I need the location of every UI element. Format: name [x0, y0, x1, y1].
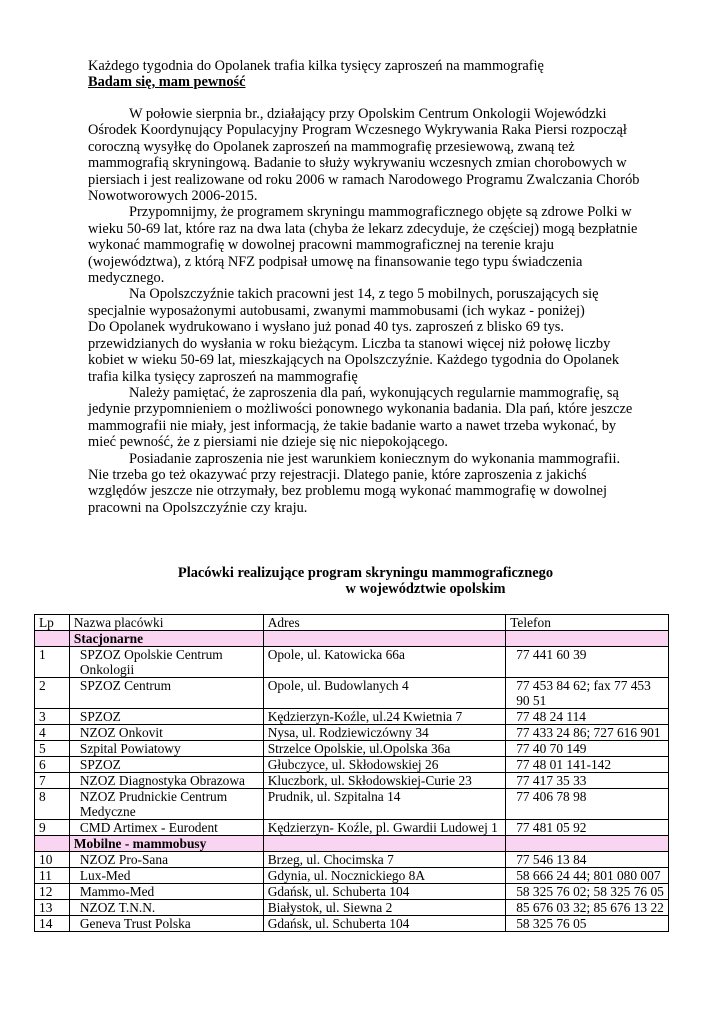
- section-row: [35, 836, 669, 852]
- cell-phone: 77 546 13 84: [506, 852, 669, 868]
- cell-name: NZOZ Pro-Sana: [69, 852, 263, 868]
- cell-phone: 77 453 84 62; fax 77 453 90 51: [506, 678, 669, 709]
- cell-lp: 1: [35, 647, 70, 678]
- table-row: [35, 757, 669, 773]
- article-subhead: Badam się, mam pewność: [88, 74, 246, 90]
- cell-lp: 5: [35, 741, 70, 757]
- cell-lp: 10: [35, 852, 70, 868]
- cell-name: SPZOZ: [69, 709, 263, 725]
- cell-address: Białystok, ul. Siewna 2: [263, 900, 506, 916]
- cell-name: SPZOZ Opolskie Centrum Onkologii: [69, 647, 263, 678]
- paragraph-6: Posiadanie zaproszenia nie jest warunkiem koniecznym do wykonania mammografii. Nie trzeba go też okazywać przy rejestracji. Dlatego panie, które zaproszenia z jakichś względów jeszcze nie otrzymały, bez problemu mogą wykonać mammografię w dowolnej pracowni na Opolszczyźnie czy kraju.: [88, 450, 621, 516]
- cell-name: Lux-Med: [69, 868, 263, 884]
- cell-lp: 9: [35, 820, 70, 836]
- cell-phone: 77 406 78 98: [506, 789, 669, 820]
- table-row: [35, 820, 669, 836]
- cell-address: Strzelce Opolskie, ul.Opolska 36a: [263, 741, 506, 757]
- section-row: [35, 631, 669, 647]
- table-row: [35, 741, 669, 757]
- section-cell-empty: [263, 836, 506, 852]
- cell-name: SPZOZ Centrum: [69, 678, 263, 709]
- paragraph-4: Do Opolanek wydrukowano i wysłano już ponad 40 tys. zaproszeń z blisko 69 tys. przewidzianych do wysłania w roku bieżącym. Liczba ta stanowi więcej niż połowę liczby kobiet w wieku 50-69 lat, mieszkających na Opolszczyźnie. Każdego tygodnia do Opolanek trafia kilka tysięcy zaproszeń na mammografię: [88, 319, 620, 385]
- cell-lp: 13: [35, 900, 70, 916]
- cell-phone: 77 48 24 114: [506, 709, 669, 725]
- cell-lp: 2: [35, 678, 70, 709]
- cell-phone: 77 433 24 86; 727 616 901: [506, 725, 669, 741]
- cell-name: NZOZ Diagnostyka Obrazowa: [69, 773, 263, 789]
- cell-lp: 12: [35, 884, 70, 900]
- table-row: [35, 678, 669, 709]
- facilities-table: [34, 614, 669, 932]
- section-cell-empty: [35, 631, 70, 647]
- paragraph-1: W połowie sierpnia br., działający przy Opolskim Centrum Onkologii Wojewódzki Ośrodek Koordynujący Populacyjny Program Wczesnego Wykrywania Raka Piersi rozpoczął coroczną wysyłkę do Opolanek zaproszeń na mammografię przesiewową, zwaną też mammografią skryningową. Badanie to służy wykrywaniu wczesnych zmian chorobowych w piersiach i jest realizowane od roku 2006 w ramach Narodowego Programu Zwalczania Chorób Nowotworowych 2006-2015.: [88, 106, 640, 205]
- paragraph-5: Należy pamiętać, że zaproszenia dla pań, wykonujących regularnie mammografię, są jedynie przypomnieniem o możliwości ponownego wykonania badania. Dla pań, które jeszcze mammografii nie miały, jest informacją, że takie badanie warto a nawet trzeba wykonać, by mieć pewność, że z piersiami nie dzieje się nic niepokojącego.: [88, 384, 633, 451]
- cell-phone: 77 40 70 149: [506, 741, 669, 757]
- header-address: Adres: [263, 615, 506, 631]
- cell-address: Kędzierzyn-Koźle, ul.24 Kwietnia 7: [263, 709, 506, 725]
- cell-lp: 3: [35, 709, 70, 725]
- cell-address: Gdańsk, ul. Schuberta 104: [263, 884, 506, 900]
- cell-lp: 4: [35, 725, 70, 741]
- table-caption: [88, 565, 643, 597]
- cell-phone: 58 325 76 02; 58 325 76 05: [506, 884, 669, 900]
- cell-phone: 77 48 01 141-142: [506, 757, 669, 773]
- cell-phone: 77 417 35 33: [506, 773, 669, 789]
- cell-name: Geneva Trust Polska: [69, 916, 263, 932]
- cell-name: CMD Artimex - Eurodent: [69, 820, 263, 836]
- paragraph-3: Na Opolszczyźnie takich pracowni jest 14, z tego 5 mobilnych, poruszających się specjalnie wyposażonymi autobusami, zwanymi mammobusami (ich wykaz - poniżej): [88, 286, 599, 319]
- cell-name: NZOZ T.N.N.: [69, 900, 263, 916]
- cell-lp: 11: [35, 868, 70, 884]
- table-row: [35, 709, 669, 725]
- cell-address: Kluczbork, ul. Skłodowskiej-Curie 23: [263, 773, 506, 789]
- table-row: [35, 916, 669, 932]
- table-row: [35, 852, 669, 868]
- cell-address: Brzeg, ul. Chocimska 7: [263, 852, 506, 868]
- article: [88, 58, 643, 516]
- cell-name: Mammo-Med: [69, 884, 263, 900]
- cell-lp: 7: [35, 773, 70, 789]
- article-headline: Każdego tygodnia do Opolanek trafia kilka tysięcy zaproszeń na mammografię: [88, 58, 544, 74]
- table-title-line-2: w województwie opolskim: [345, 581, 506, 597]
- table-row: [35, 773, 669, 789]
- cell-lp: 14: [35, 916, 70, 932]
- table-title-line-1: Placówki realizujące program skryningu mammograficznego: [177, 565, 554, 581]
- section-cell-empty: [506, 836, 669, 852]
- cell-address: Gdynia, ul. Nocznickiego 8A: [263, 868, 506, 884]
- cell-phone: 85 676 03 32; 85 676 13 22: [506, 900, 669, 916]
- cell-address: Głubczyce, ul. Skłodowskiej 26: [263, 757, 506, 773]
- cell-phone: 77 441 60 39: [506, 647, 669, 678]
- cell-address: Gdańsk, ul. Schuberta 104: [263, 916, 506, 932]
- paragraph-2: Przypomnijmy, że programem skryningu mammograficznego objęte są zdrowe Polki w wieku 50-69 lat, które raz na dwa lata (chyba że lekarz zdecyduje, że częściej) mogą bezpłatnie wykonać mammografię w dowolnej pracowni mammograficznej na terenie kraju (województwa), z którą NFZ podpisał umowę na finansowanie tego typu świadczenia medycznego.: [88, 204, 638, 287]
- cell-phone: 58 666 24 44; 801 080 007: [506, 868, 669, 884]
- cell-name: NZOZ Onkovit: [69, 725, 263, 741]
- header-lp: Lp: [35, 615, 70, 631]
- section-label: Mobilne - mammobusy: [69, 836, 263, 852]
- section-cell-empty: [35, 836, 70, 852]
- table-row: [35, 884, 669, 900]
- cell-name: NZOZ Prudnickie Centrum Medyczne: [69, 789, 263, 820]
- cell-address: Opole, ul. Budowlanych 4: [263, 678, 506, 709]
- cell-name: SPZOZ: [69, 757, 263, 773]
- table-header-row: [35, 615, 669, 631]
- table-row: [35, 789, 669, 820]
- cell-address: Prudnik, ul. Szpitalna 14: [263, 789, 506, 820]
- section-cell-empty: [263, 631, 506, 647]
- cell-phone: 58 325 76 05: [506, 916, 669, 932]
- table-row: [35, 725, 669, 741]
- section-label: Stacjonarne: [69, 631, 263, 647]
- table-row: [35, 647, 669, 678]
- section-cell-empty: [506, 631, 669, 647]
- cell-address: Opole, ul. Katowicka 66a: [263, 647, 506, 678]
- header-name: Nazwa placówki: [69, 615, 263, 631]
- cell-lp: 6: [35, 757, 70, 773]
- cell-phone: 77 481 05 92: [506, 820, 669, 836]
- table-body: [35, 631, 669, 932]
- table-row: [35, 900, 669, 916]
- table-row: [35, 868, 669, 884]
- cell-lp: 8: [35, 789, 70, 820]
- header-phone: Telefon: [506, 615, 669, 631]
- cell-name: Szpital Powiatowy: [69, 741, 263, 757]
- cell-address: Kędzierzyn- Koźle, pl. Gwardii Ludowej 1: [263, 820, 506, 836]
- cell-address: Nysa, ul. Rodziewiczówny 34: [263, 725, 506, 741]
